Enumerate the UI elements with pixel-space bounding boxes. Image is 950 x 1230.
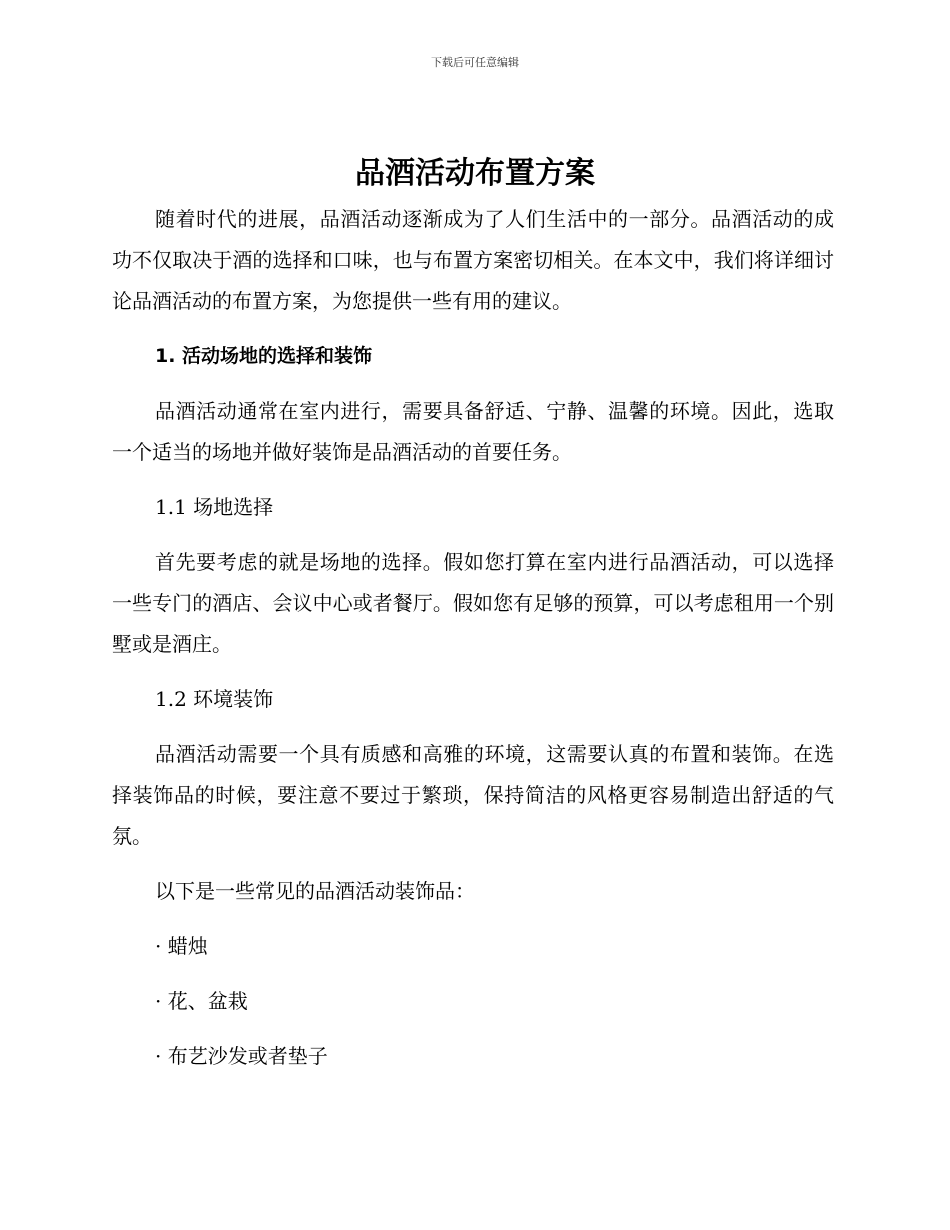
section-1-2-heading: 1.2 环境装饰 <box>155 687 274 711</box>
intro-paragraph: 随着时代的进展，品酒活动逐渐成为了人们生活中的一部分。品酒活动的成功不仅取决于酒的选择和口味，也与布置方案密切相关。在本文中，我们将详细讨论品酒活动的布置方案，为您提供一些有用的建议。 <box>112 207 834 313</box>
document-body <box>112 199 834 1091</box>
decor-list-item: · 花、盆栽 <box>155 989 248 1013</box>
section-1-1-paragraph: 首先要考虑的就是场地的选择。假如您打算在室内进行品酒活动，可以选择一些专门的酒店、会议中心或者餐厅。假如您有足够的预算，可以考虑租用一个别墅或是酒庄。 <box>112 550 834 656</box>
page-title: 品酒活动布置方案 <box>355 156 595 191</box>
page-header-note: 下载后可任意编辑 <box>431 56 519 69</box>
section-1-paragraph: 品酒活动通常在室内进行，需要具备舒适、宁静、温馨的环境。因此，选取一个适当的场地并做好装饰是品酒活动的首要任务。 <box>112 399 834 464</box>
section-1-2-paragraph: 品酒活动需要一个具有质感和高雅的环境，这需要认真的布置和装饰。在选择装饰品的时候，要注意不要过于繁琐，保持简洁的风格更容易制造出舒适的气氛。 <box>112 742 834 848</box>
decor-list-item: · 蜡烛 <box>155 934 208 958</box>
section-1-heading: 1. 活动场地的选择和装饰 <box>155 345 373 367</box>
section-1-1-heading: 1.1 场地选择 <box>155 495 274 519</box>
decor-list-item: · 布艺沙发或者垫子 <box>155 1044 328 1068</box>
decor-list-intro: 以下是一些常见的品酒活动装饰品： <box>155 879 475 903</box>
